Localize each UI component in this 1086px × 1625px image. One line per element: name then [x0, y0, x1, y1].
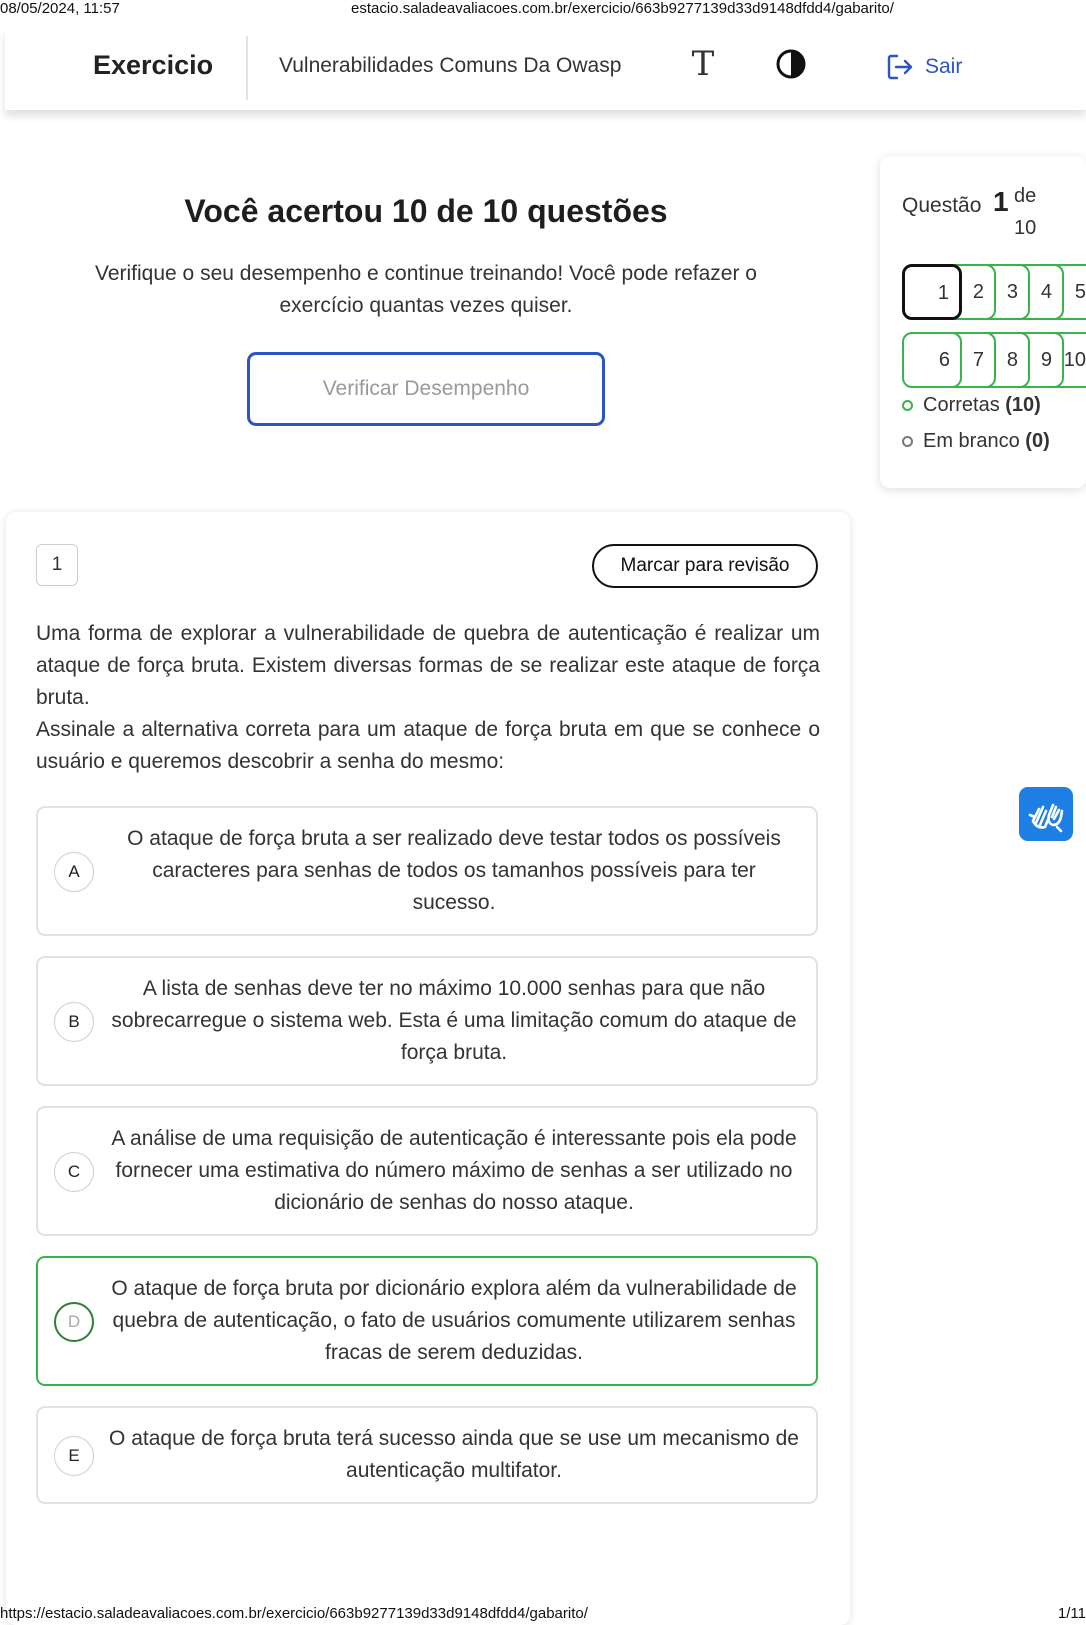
option-text: A análise de uma requisição de autenticação é interessante pois ela pode fornecer uma estimativa do número máximo de senhas a ser utilizado no dicionário de senhas do nosso ataque. [111, 1127, 797, 1214]
sign-language-accessibility-button[interactable] [1019, 787, 1073, 841]
top-header [5, 28, 1086, 110]
navigator-of: de 10 [1014, 185, 1037, 239]
question-navigator [880, 156, 1086, 488]
logout-button[interactable] [885, 50, 962, 84]
correct-dot-icon [902, 400, 913, 411]
question-text [36, 618, 820, 778]
print-url: estacio.saladeavaliacoes.com.br/exercicio/663b9277139d33d9148dfdd4/gabarito/ [351, 0, 894, 17]
header-divider [246, 36, 248, 100]
question-nav-5[interactable]: 5 [1038, 264, 1086, 320]
legend-correct: Corretas (10) [902, 394, 1041, 417]
result-title: Você acertou 10 de 10 questões [184, 193, 668, 229]
question-nav-10[interactable]: 10 [1038, 332, 1086, 388]
question-nav-1[interactable]: 1 [902, 264, 962, 320]
exercise-subject: Vulnerabilidades Comuns Da Owasp [279, 54, 622, 77]
question-nav-4[interactable]: 4 [1004, 264, 1064, 320]
option-text: O ataque de força bruta por dicionário explora além da vulnerabilidade de quebra de autenticação, o fato de usuários comumente utilizarem senhas fracas de serem deduzidas. [111, 1277, 797, 1364]
mark-for-review-button[interactable]: Marcar para revisão [592, 544, 818, 588]
question-text-paragraph-1: Uma forma de explorar a vulnerabilidade de quebra de autenticação é realizar um ataque de força bruta. Existem diversas formas de se realizar este ataque de força bruta. [36, 622, 820, 709]
navigator-label: Questão [902, 194, 982, 217]
print-header [0, 0, 1086, 20]
contrast-icon[interactable] [775, 48, 807, 80]
legend-blank: Em branco (0) [902, 430, 1050, 453]
option-text: O ataque de força bruta terá sucesso ainda que se use um mecanismo de autenticação multifator. [109, 1427, 799, 1482]
brand-title: Exercicio [93, 50, 214, 80]
question-text-paragraph-2: Assinale a alternativa correta para um ataque de força bruta em que se conhece o usuário e queremos descobrir a senha do mesmo: [36, 718, 820, 773]
question-number: 1 [36, 544, 78, 586]
print-page-number: 1/11 [1057, 1605, 1086, 1622]
option-text: A lista de senhas deve ter no máximo 10.000 senhas para que não sobrecarregue o sistema web. Esta é uma limitação comum do ataque de força bruta. [111, 977, 797, 1064]
question-card [6, 512, 850, 1625]
logout-label: Sair [925, 55, 963, 78]
question-nav-3[interactable]: 3 [970, 264, 1030, 320]
blank-dot-icon [902, 436, 913, 447]
print-date: 08/05/2024, 11:57 [0, 0, 120, 17]
option-letter: B [54, 1002, 94, 1042]
result-description: Verifique o seu desempenho e continue treinando! Você pode refazer o exercício quantas vezes quiser. [95, 262, 757, 317]
option-letter: D [54, 1302, 94, 1342]
logout-icon [885, 52, 915, 82]
option-text: O ataque de força bruta a ser realizado deve testar todos os possíveis caracteres para senhas de todos os tamanhos possíveis para ter sucesso. [127, 827, 781, 914]
print-footer [0, 1601, 1086, 1625]
option-d-correct[interactable] [36, 1256, 818, 1386]
font-size-icon[interactable]: T [691, 44, 715, 84]
question-nav-8[interactable]: 8 [970, 332, 1030, 388]
option-letter: E [54, 1436, 94, 1476]
check-performance-button[interactable]: Verificar Desempenho [247, 352, 605, 426]
question-nav-7[interactable]: 7 [936, 332, 996, 388]
print-footer-url: https://estacio.saladeavaliacoes.com.br/exercicio/663b9277139d33d9148dfdd4/gabarito/ [0, 1605, 588, 1622]
option-letter: C [54, 1152, 94, 1192]
question-nav-6[interactable]: 6 [902, 332, 962, 388]
option-e[interactable] [36, 1406, 818, 1504]
question-nav-2[interactable]: 2 [936, 264, 996, 320]
navigator-current: 1 [993, 186, 1009, 217]
option-c[interactable] [36, 1106, 818, 1236]
option-letter: A [54, 852, 94, 892]
option-b[interactable] [36, 956, 818, 1086]
option-a[interactable] [36, 806, 818, 936]
question-nav-9[interactable]: 9 [1004, 332, 1064, 388]
sign-language-hands-icon [1019, 787, 1073, 841]
